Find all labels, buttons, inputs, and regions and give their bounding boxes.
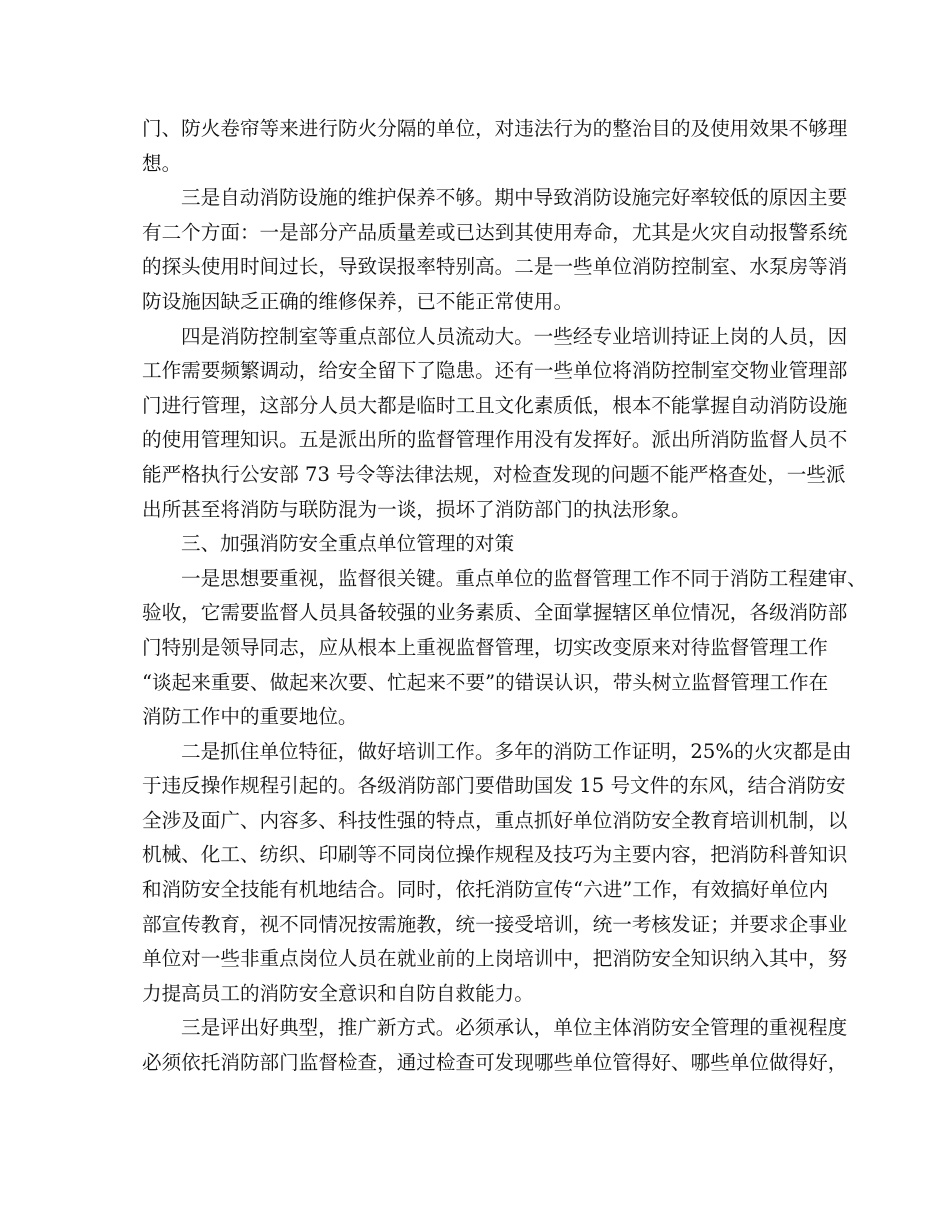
text-line: 想。: [142, 151, 182, 175]
text-line: 三、加强消防安全重点单位管理的对策: [181, 532, 515, 556]
text-line: 于违反操作规程引起的。各级消防部门要借助国发 15 号文件的东风，结合消防安: [142, 774, 846, 798]
text-line: 门进行管理，这部分人员大都是临时工且文化素质低，根本不能掌握自动消防设施: [142, 393, 848, 417]
text-line: 有二个方面：一是部分产品质量差或已达到其使用寿命，尤其是火灾自动报警系统: [142, 220, 848, 244]
text-line: 工作需要频繁调动，给安全留下了隐患。还有一些单位将消防控制室交物业管理部: [142, 359, 848, 383]
text-line: 防设施因缺乏正确的维修保养，已不能正常使用。: [142, 289, 574, 313]
text-line: 验收，它需要监督人员具备较强的业务素质、全面掌握辖区单位情况，各级消防部: [142, 601, 848, 625]
text-line: 单位对一些非重点岗位人员在就业前的上岗培训中，把消防安全知识纳入其中，努: [142, 947, 848, 971]
text-line: 三是自动消防设施的维护保养不够。期中导致消防设施完好率较低的原因主要: [181, 186, 848, 210]
text-line: 四是消防控制室等重点部位人员流动大。一些经专业培训持证上岗的人员，因: [181, 324, 848, 348]
text-line: 的使用管理知识。五是派出所的监督管理作用没有发挥好。派出所消防监督人员不: [142, 428, 848, 452]
text-line: 和消防安全技能有机地结合。同时，依托消防宣传“六进”工作，有效搞好单位内: [142, 878, 829, 902]
text-line: 必须依托消防部门监督检查，通过检查可发现哪些单位管得好、哪些单位做得好，: [142, 1051, 848, 1075]
text-line: 消防工作中的重要地位。: [142, 705, 358, 729]
text-line: 门、防火卷帘等来进行防火分隔的单位，对违法行为的整治目的及使用效果不够理: [142, 117, 848, 140]
text-line: 的探头使用时间过长，导致误报率特别高。二是一些单位消防控制室、水泵房等消: [142, 255, 848, 279]
text-line: “谈起来重要、做起来次要、忙起来不要”的错误认识，带头树立监督管理工作在: [142, 670, 829, 694]
text-line: 一是思想要重视，监督很关键。重点单位的监督管理工作不同于消防工程建审、: [181, 566, 867, 590]
text-line: 力提高员工的消防安全意识和自防自救能力。: [142, 981, 534, 1005]
text-line: 机械、化工、纺织、印刷等不同岗位操作规程及技巧为主要内容，把消防科普知识: [142, 843, 848, 867]
text-line: 出所甚至将消防与联防混为一谈，损坏了消防部门的执法形象。: [142, 497, 691, 521]
text-line: 能严格执行公安部 73 号令等法律法规，对检查发现的问题不能严格查处，一些派: [142, 462, 846, 486]
text-line: 门特别是领导同志，应从根本上重视监督管理，切实改变原来对待监督管理工作: [142, 635, 828, 659]
text-line: 二是抓住单位特征，做好培训工作。多年的消防工作证明，25%的火灾都是由: [181, 739, 852, 763]
text-line: 三是评出好典型，推广新方式。必须承认，单位主体消防安全管理的重视程度: [181, 1016, 848, 1040]
text-line: 全涉及面广、内容多、科技性强的特点，重点抓好单位消防安全教育培训机制，以: [142, 808, 848, 832]
document-body: [142, 112, 867, 1081]
text-line: 部宣传教育，视不同情况按需施教，统一接受培训，统一考核发证；并要求企事业: [142, 912, 848, 936]
